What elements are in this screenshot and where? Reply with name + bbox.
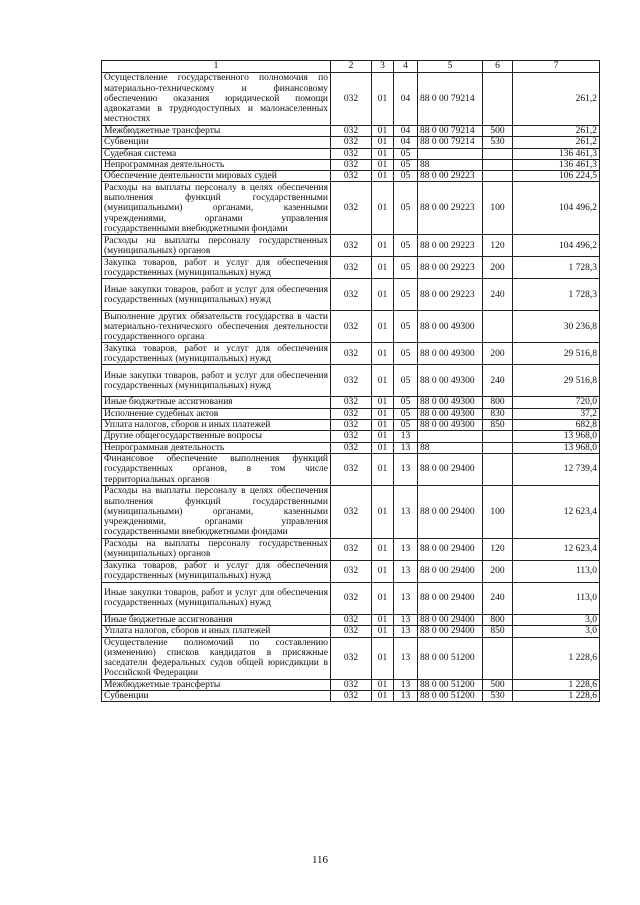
amount-cell: 37,2: [513, 408, 600, 419]
admin-code-cell: 032: [331, 420, 372, 431]
amount-cell: 106 224,5: [513, 171, 600, 182]
expense-type-cell: 200: [483, 257, 513, 279]
expense-type-cell: 850: [483, 420, 513, 431]
section-code-cell: 01: [372, 679, 394, 690]
target-article-cell: 88 0 00 51200: [418, 691, 483, 702]
expense-type-cell: 500: [483, 679, 513, 690]
expense-type-cell: 240: [483, 279, 513, 311]
table-row: [102, 365, 600, 397]
admin-code-cell: 032: [331, 171, 372, 182]
table-row: [102, 637, 600, 679]
item-name-cell: Субвенции: [102, 137, 331, 148]
table-row: [102, 343, 600, 365]
admin-code-cell: 032: [331, 397, 372, 408]
subsection-code-cell: 13: [394, 431, 418, 442]
expense-type-cell: [483, 637, 513, 679]
table-row: [102, 485, 600, 538]
section-code-cell: 01: [372, 431, 394, 442]
section-code-cell: 01: [372, 538, 394, 560]
section-code-cell: 01: [372, 691, 394, 702]
subsection-code-cell: 13: [394, 485, 418, 538]
subsection-code-cell: 05: [394, 408, 418, 419]
item-name-cell: Обеспечение деятельности мировых судей: [102, 171, 331, 182]
expense-type-cell: 530: [483, 691, 513, 702]
admin-code-cell: 032: [331, 408, 372, 419]
expense-type-cell: [483, 453, 513, 485]
table-row: [102, 582, 600, 614]
expense-type-cell: 240: [483, 582, 513, 614]
table-row: [102, 171, 600, 182]
item-name-cell: Иные закупки товаров, работ и услуг для обеспечения государственных (муниципальных) нужд: [102, 582, 331, 614]
section-code-cell: 01: [372, 397, 394, 408]
table-row: [102, 614, 600, 625]
target-article-cell: 88: [418, 159, 483, 170]
admin-code-cell: 032: [331, 431, 372, 442]
item-name-cell: Расходы на выплаты персоналу в целях обеспечения выполнения функций государственными (муниципальными) органами, казенными учреждениями, органами управления государственными внебюджетными фондами: [102, 182, 331, 235]
amount-cell: 261,2: [513, 73, 600, 126]
expense-type-cell: [483, 73, 513, 126]
table-row: [102, 408, 600, 419]
item-name-cell: Расходы на выплаты персоналу в целях обеспечения выполнения функций государственными (муниципальными) органами, казенными учреждениями, органами управления государственными внебюджетными фондами: [102, 485, 331, 538]
table-row: [102, 420, 600, 431]
subsection-code-cell: 13: [394, 691, 418, 702]
admin-code-cell: 032: [331, 182, 372, 235]
item-name-cell: Иные закупки товаров, работ и услуг для обеспечения государственных (муниципальных) нужд: [102, 279, 331, 311]
admin-code-cell: 032: [331, 582, 372, 614]
admin-code-cell: 032: [331, 485, 372, 538]
expense-type-cell: 240: [483, 365, 513, 397]
item-name-cell: Межбюджетные трансферты: [102, 126, 331, 137]
header-cell: 1: [102, 61, 331, 73]
amount-cell: 12 623,4: [513, 538, 600, 560]
section-code-cell: 01: [372, 408, 394, 419]
subsection-code-cell: 13: [394, 637, 418, 679]
table-row: [102, 137, 600, 148]
item-name-cell: Расходы на выплаты персоналу государственных (муниципальных) органов: [102, 235, 331, 257]
target-article-cell: 88 0 00 49300: [418, 397, 483, 408]
expense-type-cell: 120: [483, 538, 513, 560]
section-code-cell: 01: [372, 257, 394, 279]
table-row: [102, 257, 600, 279]
table-row: [102, 538, 600, 560]
amount-cell: 104 496,2: [513, 182, 600, 235]
subsection-code-cell: 05: [394, 343, 418, 365]
item-name-cell: Осуществление полномочий по составлению (изменению) списков кандидатов в присяжные заседатели федеральных судов общей юрисдикции в Российской Федерации: [102, 637, 331, 679]
target-article-cell: 88 0 00 49300: [418, 408, 483, 419]
item-name-cell: Исполнение судебных актов: [102, 408, 331, 419]
subsection-code-cell: 05: [394, 397, 418, 408]
section-code-cell: 01: [372, 311, 394, 343]
item-name-cell: Иные бюджетные ассигнования: [102, 397, 331, 408]
subsection-code-cell: 13: [394, 582, 418, 614]
admin-code-cell: 032: [331, 235, 372, 257]
table-row: [102, 159, 600, 170]
table-row: [102, 148, 600, 159]
amount-cell: 261,2: [513, 137, 600, 148]
table-row: [102, 691, 600, 702]
expense-type-cell: 200: [483, 343, 513, 365]
subsection-code-cell: 05: [394, 171, 418, 182]
section-code-cell: 01: [372, 73, 394, 126]
item-name-cell: Расходы на выплаты персоналу государственных (муниципальных) органов: [102, 538, 331, 560]
section-code-cell: 01: [372, 560, 394, 582]
section-code-cell: 01: [372, 365, 394, 397]
amount-cell: 104 496,2: [513, 235, 600, 257]
target-article-cell: 88 0 00 49300: [418, 365, 483, 397]
amount-cell: 30 236,8: [513, 311, 600, 343]
expense-type-cell: [483, 311, 513, 343]
target-article-cell: 88 0 00 49300: [418, 311, 483, 343]
amount-cell: 12 623,4: [513, 485, 600, 538]
header-cell: 3: [372, 61, 394, 73]
subsection-code-cell: 13: [394, 538, 418, 560]
section-code-cell: 01: [372, 442, 394, 453]
target-article-cell: 88 0 00 51200: [418, 679, 483, 690]
expense-type-cell: 100: [483, 182, 513, 235]
header-row: [102, 61, 600, 73]
amount-cell: 261,2: [513, 126, 600, 137]
target-article-cell: 88 0 00 79214: [418, 137, 483, 148]
subsection-code-cell: 05: [394, 182, 418, 235]
item-name-cell: Субвенции: [102, 691, 331, 702]
table-body: [102, 61, 600, 702]
item-name-cell: Осуществление государственного полномочия по материально-техническому и финансовому обеспечению оказания юридической помощи адвокатами в труднодоступных и малонаселенных местностях: [102, 73, 331, 126]
admin-code-cell: 032: [331, 453, 372, 485]
section-code-cell: 01: [372, 182, 394, 235]
amount-cell: 1 728,3: [513, 257, 600, 279]
expense-type-cell: [483, 171, 513, 182]
expense-type-cell: 800: [483, 397, 513, 408]
table-row: [102, 453, 600, 485]
header-cell: 7: [513, 61, 600, 73]
header-cell: 6: [483, 61, 513, 73]
target-article-cell: [418, 431, 483, 442]
admin-code-cell: 032: [331, 343, 372, 365]
table-row: [102, 126, 600, 137]
amount-cell: 12 739,4: [513, 453, 600, 485]
expense-type-cell: 800: [483, 614, 513, 625]
subsection-code-cell: 13: [394, 453, 418, 485]
section-code-cell: 01: [372, 420, 394, 431]
item-name-cell: Закупка товаров, работ и услуг для обеспечения государственных (муниципальных) нужд: [102, 343, 331, 365]
admin-code-cell: 032: [331, 637, 372, 679]
table-row: [102, 235, 600, 257]
amount-cell: 1 728,3: [513, 279, 600, 311]
subsection-code-cell: 04: [394, 73, 418, 126]
target-article-cell: 88 0 00 51200: [418, 637, 483, 679]
target-article-cell: 88 0 00 29400: [418, 582, 483, 614]
target-article-cell: 88 0 00 29400: [418, 485, 483, 538]
header-cell: 5: [418, 61, 483, 73]
admin-code-cell: 032: [331, 626, 372, 637]
expense-type-cell: [483, 431, 513, 442]
table-row: [102, 679, 600, 690]
section-code-cell: 01: [372, 148, 394, 159]
section-code-cell: 01: [372, 171, 394, 182]
target-article-cell: 88 0 00 29223: [418, 171, 483, 182]
item-name-cell: Другие общегосударственные вопросы: [102, 431, 331, 442]
section-code-cell: 01: [372, 343, 394, 365]
target-article-cell: 88 0 00 79214: [418, 73, 483, 126]
subsection-code-cell: 13: [394, 560, 418, 582]
admin-code-cell: 032: [331, 137, 372, 148]
amount-cell: 136 461,3: [513, 148, 600, 159]
expense-type-cell: [483, 148, 513, 159]
target-article-cell: 88 0 00 29223: [418, 182, 483, 235]
item-name-cell: Непрограммная деятельность: [102, 442, 331, 453]
subsection-code-cell: 05: [394, 235, 418, 257]
section-code-cell: 01: [372, 137, 394, 148]
admin-code-cell: 032: [331, 148, 372, 159]
target-article-cell: 88 0 00 29223: [418, 257, 483, 279]
amount-cell: 682,8: [513, 420, 600, 431]
subsection-code-cell: 13: [394, 679, 418, 690]
target-article-cell: 88 0 00 79214: [418, 126, 483, 137]
subsection-code-cell: 05: [394, 311, 418, 343]
item-name-cell: Уплата налогов, сборов и иных платежей: [102, 420, 331, 431]
section-code-cell: 01: [372, 582, 394, 614]
item-name-cell: Закупка товаров, работ и услуг для обеспечения государственных (муниципальных) нужд: [102, 560, 331, 582]
table-row: [102, 311, 600, 343]
amount-cell: 13 968,0: [513, 442, 600, 453]
admin-code-cell: 032: [331, 442, 372, 453]
subsection-code-cell: 05: [394, 365, 418, 397]
admin-code-cell: 032: [331, 538, 372, 560]
amount-cell: 3,0: [513, 626, 600, 637]
subsection-code-cell: 05: [394, 420, 418, 431]
item-name-cell: Межбюджетные трансферты: [102, 679, 331, 690]
admin-code-cell: 032: [331, 614, 372, 625]
amount-cell: 720,0: [513, 397, 600, 408]
target-article-cell: 88 0 00 29223: [418, 235, 483, 257]
table-row: [102, 397, 600, 408]
item-name-cell: Финансовое обеспечение выполнения функций государственных органов, в том числе территориальных органов: [102, 453, 331, 485]
target-article-cell: 88 0 00 29400: [418, 626, 483, 637]
item-name-cell: Иные закупки товаров, работ и услуг для обеспечения государственных (муниципальных) нужд: [102, 365, 331, 397]
subsection-code-cell: 13: [394, 614, 418, 625]
item-name-cell: Выполнение других обязательств государства в части материально-технического обеспечения деятельности государственного органа: [102, 311, 331, 343]
expense-type-cell: 850: [483, 626, 513, 637]
budget-table: [101, 60, 600, 702]
page-number: 116: [311, 854, 329, 866]
expense-type-cell: 530: [483, 137, 513, 148]
target-article-cell: 88 0 00 29400: [418, 614, 483, 625]
expense-type-cell: 830: [483, 408, 513, 419]
target-article-cell: 88 0 00 29400: [418, 560, 483, 582]
subsection-code-cell: 04: [394, 137, 418, 148]
item-name-cell: Судебная система: [102, 148, 331, 159]
expense-type-cell: 500: [483, 126, 513, 137]
subsection-code-cell: 05: [394, 257, 418, 279]
section-code-cell: 01: [372, 614, 394, 625]
target-article-cell: 88 0 00 49300: [418, 343, 483, 365]
table-row: [102, 560, 600, 582]
item-name-cell: Непрограммная деятельность: [102, 159, 331, 170]
amount-cell: 113,0: [513, 582, 600, 614]
expense-type-cell: 200: [483, 560, 513, 582]
expense-type-cell: 120: [483, 235, 513, 257]
admin-code-cell: 032: [331, 257, 372, 279]
table-row: [102, 182, 600, 235]
amount-cell: 1 228,6: [513, 679, 600, 690]
table-row: [102, 279, 600, 311]
admin-code-cell: 032: [331, 311, 372, 343]
target-article-cell: [418, 148, 483, 159]
section-code-cell: 01: [372, 453, 394, 485]
amount-cell: 29 516,8: [513, 365, 600, 397]
amount-cell: 1 228,6: [513, 637, 600, 679]
section-code-cell: 01: [372, 637, 394, 679]
subsection-code-cell: 05: [394, 148, 418, 159]
table-row: [102, 442, 600, 453]
amount-cell: 136 461,3: [513, 159, 600, 170]
admin-code-cell: 032: [331, 679, 372, 690]
target-article-cell: 88: [418, 442, 483, 453]
subsection-code-cell: 05: [394, 279, 418, 311]
target-article-cell: 88 0 00 29400: [418, 453, 483, 485]
expense-type-cell: [483, 159, 513, 170]
admin-code-cell: 032: [331, 560, 372, 582]
section-code-cell: 01: [372, 279, 394, 311]
section-code-cell: 01: [372, 626, 394, 637]
section-code-cell: 01: [372, 485, 394, 538]
amount-cell: 1 228,6: [513, 691, 600, 702]
header-cell: 2: [331, 61, 372, 73]
amount-cell: 3,0: [513, 614, 600, 625]
admin-code-cell: 032: [331, 365, 372, 397]
section-code-cell: 01: [372, 235, 394, 257]
subsection-code-cell: 13: [394, 442, 418, 453]
subsection-code-cell: 04: [394, 126, 418, 137]
amount-cell: 29 516,8: [513, 343, 600, 365]
section-code-cell: 01: [372, 126, 394, 137]
admin-code-cell: 032: [331, 691, 372, 702]
admin-code-cell: 032: [331, 159, 372, 170]
target-article-cell: 88 0 00 49300: [418, 420, 483, 431]
admin-code-cell: 032: [331, 279, 372, 311]
item-name-cell: Закупка товаров, работ и услуг для обеспечения государственных (муниципальных) нужд: [102, 257, 331, 279]
table-row: [102, 626, 600, 637]
item-name-cell: Иные бюджетные ассигнования: [102, 614, 331, 625]
admin-code-cell: 032: [331, 126, 372, 137]
table-row: [102, 73, 600, 126]
table-row: [102, 431, 600, 442]
subsection-code-cell: 05: [394, 159, 418, 170]
expense-type-cell: 100: [483, 485, 513, 538]
admin-code-cell: 032: [331, 73, 372, 126]
item-name-cell: Уплата налогов, сборов и иных платежей: [102, 626, 331, 637]
amount-cell: 13 968,0: [513, 431, 600, 442]
target-article-cell: 88 0 00 29223: [418, 279, 483, 311]
section-code-cell: 01: [372, 159, 394, 170]
header-cell: 4: [394, 61, 418, 73]
expense-type-cell: [483, 442, 513, 453]
amount-cell: 113,0: [513, 560, 600, 582]
target-article-cell: 88 0 00 29400: [418, 538, 483, 560]
subsection-code-cell: 13: [394, 626, 418, 637]
